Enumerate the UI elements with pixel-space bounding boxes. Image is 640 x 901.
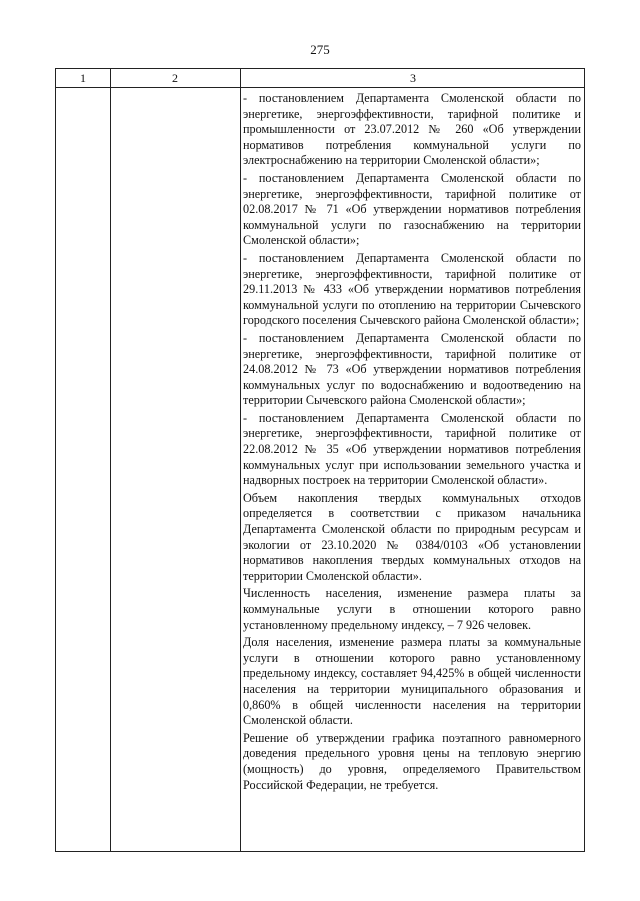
column-header-3: 3 (410, 71, 416, 85)
header-divider (56, 87, 584, 88)
paragraph-population-share: Доля населения, изменение размера платы за коммунальные услуги в отношении которого равно установленному предельному индексу, составляет 94,425% в общей численности населения на территории муниципального образования и 0,860% в общей численности населения на территории Смоленской области. (243, 635, 581, 728)
paragraph-pricing-decision: Решение об утверждении графика поэтапного равномерного доведения предельного уровня цены на тепловую энергию (мощность) до уровня, определяемого Правительством Российской Федерации, не требуется. (243, 730, 581, 792)
paragraph-water-norms: - постановлением Департамента Смоленской области по энергетике, энергоэффективности, тарифной политике от 24.08.2012 № 73 «Об утверждении нормативов потребления коммунальных услуг по водоснабжению и водоотведению на территории Сычевского района Смоленской области»; (243, 330, 581, 408)
column-header-1: 1 (80, 71, 86, 85)
document-table (55, 68, 585, 852)
paragraph-electricity-norms: - постановлением Департамента Смоленской области по энергетике, энергоэффективности, тарифной политике и промышленности от 23.07.2012 № 260 «Об утверждении нормативов потребления коммунальной услуги по электроснабжению на территории Смоленской области»; (243, 91, 581, 168)
column-3-content (243, 91, 581, 793)
paragraph-population-count: Численность населения, изменение размера платы за коммунальные услуги в отношении которого равно установленному предельному индексу, – 7 926 человек. (243, 586, 581, 632)
column-divider-1 (110, 69, 111, 851)
column-header-2: 2 (172, 71, 178, 85)
column-divider-2 (240, 69, 241, 851)
page-number: 275 (310, 42, 330, 57)
paragraph-gas-norms: - постановлением Департамента Смоленской области по энергетике, энергоэффективности, тарифной политике от 02.08.2017 № 71 «Об утверждении нормативов потребления коммунальной услуги по газоснабжению на территории Смоленской области»; (243, 170, 581, 248)
paragraph-land-plot-norms: - постановлением Департамента Смоленской области по энергетике, энергоэффективности, тарифной политике от 22.08.2012 № 35 «Об утверждении нормативов потребления коммунальных услуг при использовании земельного участка и надворных построек на территории Смоленской области». (243, 410, 581, 488)
paragraph-waste-volume: Объем накопления твердых коммунальных отходов определяется в соответствии с приказом начальника Департамента Смоленской области по природным ресурсам и экологии от 23.10.2020 № 0384/0103 «Об установлении нормативов накопления твердых коммунальных отходов на территории Смоленской области». (243, 490, 581, 583)
paragraph-heating-norms: - постановлением Департамента Смоленской области по энергетике, энергоэффективности, тарифной политике от 29.11.2013 № 433 «Об утверждении нормативов потребления коммунальной услуги по отоплению на территории Сычевского городского поселения Сычевского района Смоленской области»; (243, 250, 581, 328)
